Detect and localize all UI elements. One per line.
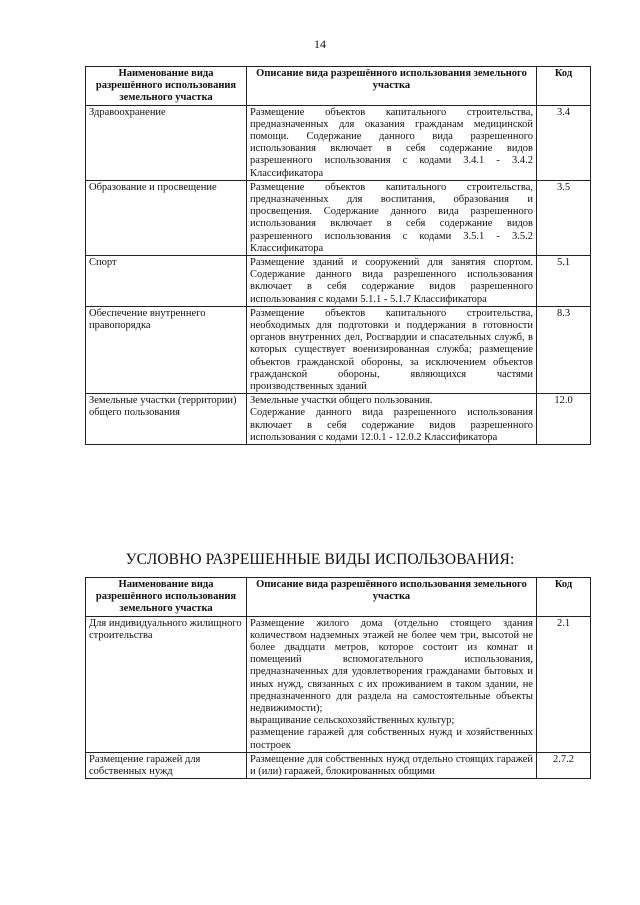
header-code: Код — [537, 67, 591, 106]
use-type-name: Спорт — [86, 256, 247, 307]
use-type-code: 2.7.2 — [537, 752, 591, 778]
use-type-description — [247, 180, 537, 255]
table-row — [86, 180, 591, 255]
description-paragraph: Размещение для собственных нужд отдельно стоящих гаражей и (или) гаражей, блокированных общими — [250, 753, 533, 778]
table-row — [86, 394, 591, 445]
header-description: Описание вида разрешённого использования земельного участка — [247, 578, 537, 617]
use-type-description — [247, 616, 537, 752]
description-paragraph: выращивание сельскохозяйственных культур; — [250, 715, 455, 727]
page-number: 14 — [314, 37, 326, 51]
use-type-description — [247, 256, 537, 307]
description-paragraph: Земельные участки общего пользования. — [250, 395, 433, 407]
use-type-name: Образование и просвещение — [86, 180, 247, 255]
table-row — [86, 306, 591, 393]
header-name: Наименование вида разрешённого использования земельного участка — [86, 67, 247, 106]
use-type-name: Обеспечение внутреннего правопорядка — [86, 306, 247, 393]
header-name: Наименование вида разрешённого использования земельного участка — [86, 578, 247, 617]
table-header-row — [86, 67, 591, 106]
use-type-name: Размещение гаражей для собственных нужд — [86, 752, 247, 778]
header-description: Описание вида разрешённого использования земельного участка — [247, 67, 537, 106]
description-paragraph: Размещение жилого дома (отдельно стоящего здания количеством надземных этажей не более чем три, высотой не более двадцати метров, которое состоит из комнат и помещений вспомогательного использования, предназначенных для удовлетворения гражданами бытовых и иных нужд, связанных с их проживанием в таком здании, не предназначенного для раздела на самостоятельные объекты недвижимости); — [250, 617, 533, 715]
header-code: Код — [537, 578, 591, 617]
use-type-code: 3.4 — [537, 105, 591, 180]
use-type-code: 3.5 — [537, 180, 591, 255]
conditional-section-title: УСЛОВНО РАЗРЕШЕННЫЕ ВИДЫ ИСПОЛЬЗОВАНИЯ: — [125, 551, 515, 568]
description-paragraph: Содержание данного вида разрешенного использования включает в себя содержание видов разрешенного использования с кодами 12.0.1 - 12.0.2 Классификатора — [250, 407, 533, 443]
use-type-description — [247, 105, 537, 180]
description-paragraph: Размещение объектов капитального строительства, предназначенных для оказания гражданам медицинской помощи. Содержание данного вида разрешенного использования включает в себя содержание видов разрешенного использования с кодами 3.4.1 - 3.4.2 Классификатора — [250, 106, 533, 179]
use-type-description — [247, 306, 537, 393]
use-type-code: 12.0 — [537, 394, 591, 445]
description-paragraph: Размещение объектов капитального строительства, необходимых для подготовки и поддержания в готовности органов внутренних дел, Росгвардии и спасательных служб, в которых существует военизированная служба; размещение объектов гражданской обороны, за исключением объектов гражданской обороны, являющихся частями производственных зданий — [250, 307, 533, 393]
description-paragraph: Размещение объектов капитального строительства, предназначенных для воспитания, образования и просвещения. Содержание данного вида разрешенного использования включает в себя содержание видов разрешенного использования с кодами 3.5.1 - 3.5.2 Классификатора — [250, 181, 533, 254]
use-type-code: 8.3 — [537, 306, 591, 393]
use-type-description — [247, 752, 537, 778]
description-paragraph: Размещение зданий и сооружений для занятия спортом. Содержание данного вида разрешенного использования включает в себя содержание видов разрешенного использования с кодами 5.1.1 - 5.1.7 Классификатора — [250, 257, 533, 305]
conditional-uses-table — [85, 577, 591, 779]
use-type-name: Для индивидуального жилищного строительства — [86, 616, 247, 752]
table-row — [86, 256, 591, 307]
use-type-code: 2.1 — [537, 616, 591, 752]
description-paragraph: размещение гаражей для собственных нужд и хозяйственных построек — [250, 727, 533, 751]
permitted-uses-body — [86, 105, 591, 444]
table-row — [86, 105, 591, 180]
permitted-uses-table — [85, 66, 591, 445]
use-type-name: Земельные участки (территории) общего пользования — [86, 394, 247, 445]
conditional-uses-body — [86, 616, 591, 779]
table-row — [86, 616, 591, 752]
table-header-row — [86, 578, 591, 617]
use-type-description — [247, 394, 537, 445]
table-row — [86, 752, 591, 778]
use-type-name: Здравоохранение — [86, 105, 247, 180]
use-type-code: 5.1 — [537, 256, 591, 307]
